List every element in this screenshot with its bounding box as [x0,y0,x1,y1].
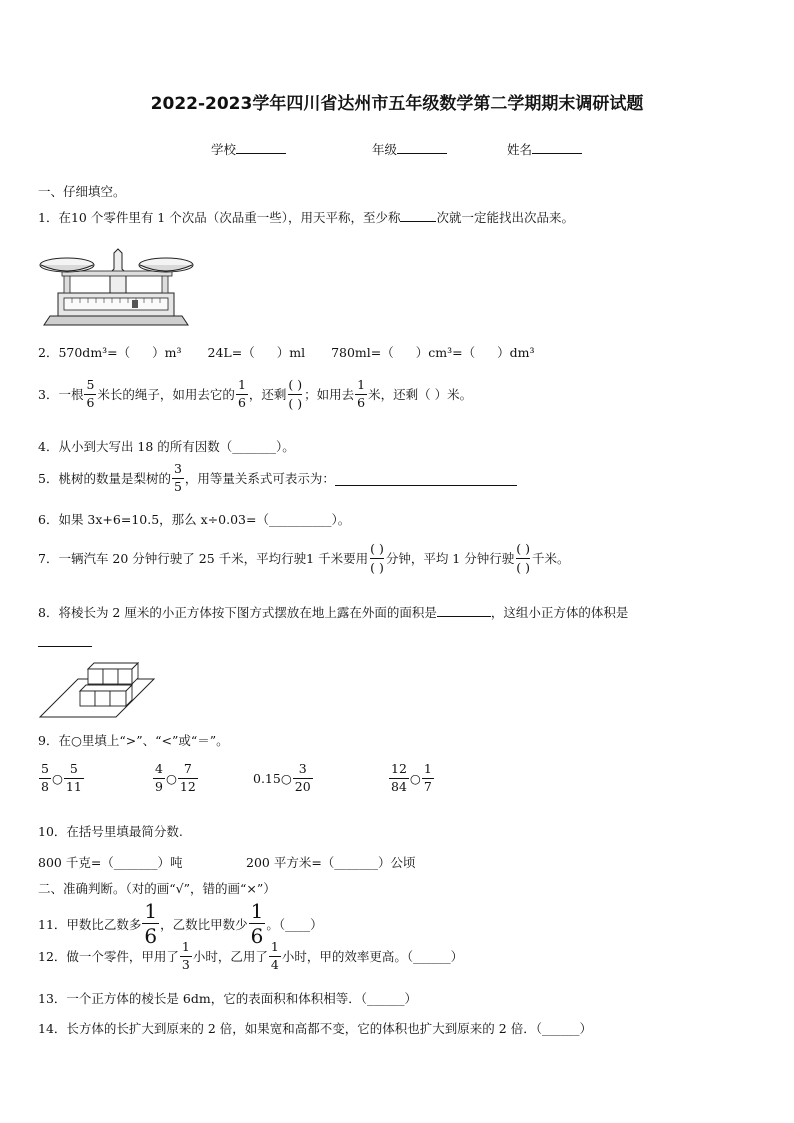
school-label: 学校 [211,142,237,157]
fraction-3-5: $\frac{3}{5}$ [173,461,182,494]
decimal-value: 0.15 [253,770,281,786]
question-2 [38,343,534,361]
part-c-mid: ）cm³=（ [415,345,476,360]
compare-item-3 [253,763,314,793]
question-text: 从小到大写出 18 的所有因数（_______）。 [58,439,295,454]
question-3 [38,378,472,411]
question-5 [38,463,517,493]
answer-blank [38,632,92,647]
fraction: $\frac{12}{84}$ [391,761,407,794]
fraction: $\frac{4}{9}$ [155,761,163,794]
question-text: 。（____） [266,916,323,932]
question-text: ，还剩 [248,387,287,403]
question-11 [38,901,323,946]
question-10-part-a: 800 千克=（_______）吨 [38,855,183,870]
question-number: 2． [38,345,59,360]
question-text: 一个正方体的棱长是 6dm，它的表面积和体积相等．（______） [66,991,417,1006]
question-12 [38,941,463,971]
fraction-5-6: $\frac{5}{6}$ [86,377,95,410]
cube-stack-illustration [38,657,156,719]
question-text: 长方体的长扩大到原来的 2 倍，如果宽和高都不变，它的体积也扩大到原来的 2 倍．（______） [66,1021,592,1036]
question-text: 在括号里填最简分数. [66,824,183,839]
question-text: 在○里填上“>”、“<”或“＝”。 [58,733,229,748]
compare-item-4 [388,763,435,793]
question-text: 一辆汽车 20 分钟行驶了 25 千米，平均行驶1 千米要用 [58,551,369,567]
question-text: 米长的绳子，如用去它的 [97,387,235,403]
fraction-1-6: $\frac{1}{6}$ [144,899,158,948]
part-a-unit: ）m³ [152,345,182,360]
name-field [507,140,582,158]
question-text: 千米。 [531,551,570,567]
question-text: ，这组小正方体的体积是 [490,605,629,620]
grade-field [372,140,447,158]
question-10 [38,822,183,840]
question-number: 4． [38,439,59,454]
blank-fraction: ( ) ( ) [288,377,303,411]
fraction-1-4: $\frac{1}{4}$ [270,939,279,972]
question-text: 小时，乙用了 [192,949,268,964]
part-b-unit: ）ml [276,345,306,360]
question-9 [38,731,229,749]
question-number: 9． [38,733,59,748]
compare-item-2 [152,763,199,793]
question-text: 桃树的数量是梨树的 [58,471,171,486]
question-text: ；如用去 [304,387,355,403]
answer-blank [335,471,517,486]
question-number: 3． [38,387,59,403]
question-text: 在10 个零件里有 1 个次品（次品重一些），用天平称，至少称 [58,210,401,225]
question-4 [38,437,295,455]
question-number: 11． [38,916,67,932]
question-text: 甲数比乙数多 [66,916,142,932]
school-field [211,140,286,158]
fraction: $\frac{5}{8}$ [41,761,49,794]
part-c-unit: ）dm³ [497,345,535,360]
question-8 [38,603,628,621]
question-text: 次就一定能找出次品来。 [436,210,574,225]
question-text: 如果 3x+6=10.5，那么 x÷0.03=（__________）。 [58,512,351,527]
question-number: 8． [38,605,59,620]
compare-circle[interactable]: ○ [280,770,292,786]
question-text: 米，还剩（ ）米。 [368,387,473,403]
compare-circle[interactable]: ○ [165,770,177,786]
question-number: 6． [38,512,59,527]
compare-circle[interactable]: ○ [51,770,63,786]
fraction-1-3: $\frac{1}{3}$ [181,939,190,972]
question-number: 13． [38,991,67,1006]
question-number: 7． [38,551,59,567]
question-number: 12． [38,949,67,964]
compare-item-1 [38,763,85,793]
question-10-part-b: 200 平方米=（_______）公顷 [246,855,416,870]
blank-fraction: ( ) ( ) [516,541,530,575]
question-7 [38,542,569,575]
question-text: 一根 [58,387,84,403]
question-text: 将棱长为 2 厘米的小正方体按下图方式摆放在地上露在外面的面积是 [58,605,437,620]
question-1 [38,208,574,226]
compare-circle[interactable]: ○ [409,770,421,786]
question-number: 10． [38,824,67,839]
question-6 [38,510,350,528]
fraction: $\frac{7}{12}$ [179,761,196,794]
part-a: 570dm³=（ [58,345,131,360]
question-text: 做一个零件，甲用了 [66,949,179,964]
part-b: 24L=（ [207,345,255,360]
fraction: $\frac{1}{7}$ [423,761,432,794]
question-14 [38,1019,592,1037]
question-text: 分钟，平均 1 分钟行驶 [385,551,515,567]
part-c: 780ml=（ [331,345,394,360]
fraction-1-6: $\frac{1}{6}$ [237,377,246,410]
blank-fraction: ( ) ( ) [370,541,384,575]
balance-scale-illustration [38,243,196,329]
question-text: ，用等量关系式可表示为： [184,471,335,486]
fraction: $\frac{5}{11}$ [65,761,82,794]
question-text: ，乙数比甲数少 [160,916,248,932]
question-number: 14． [38,1021,67,1036]
fraction-1-6: $\frac{1}{6}$ [250,899,264,948]
question-number: 5． [38,471,59,486]
section-2-heading: 二、准确判断。（对的画“√”，错的画“×”） [38,881,276,896]
question-text: 小时，甲的效率更高。（______） [281,949,464,964]
question-13 [38,989,417,1007]
section-1-heading: 一、仔细填空。 [38,184,126,199]
fraction: $\frac{3}{20}$ [294,761,311,794]
answer-blank [437,616,491,617]
question-number: 1． [38,210,59,225]
name-label: 姓名 [507,142,533,157]
page-title: 2022-2023学年四川省达州市五年级数学第二学期期末调研试题 [150,94,644,114]
grade-label: 年级 [372,142,398,157]
answer-blank [400,221,436,222]
fraction-1-6: $\frac{1}{6}$ [357,377,366,410]
